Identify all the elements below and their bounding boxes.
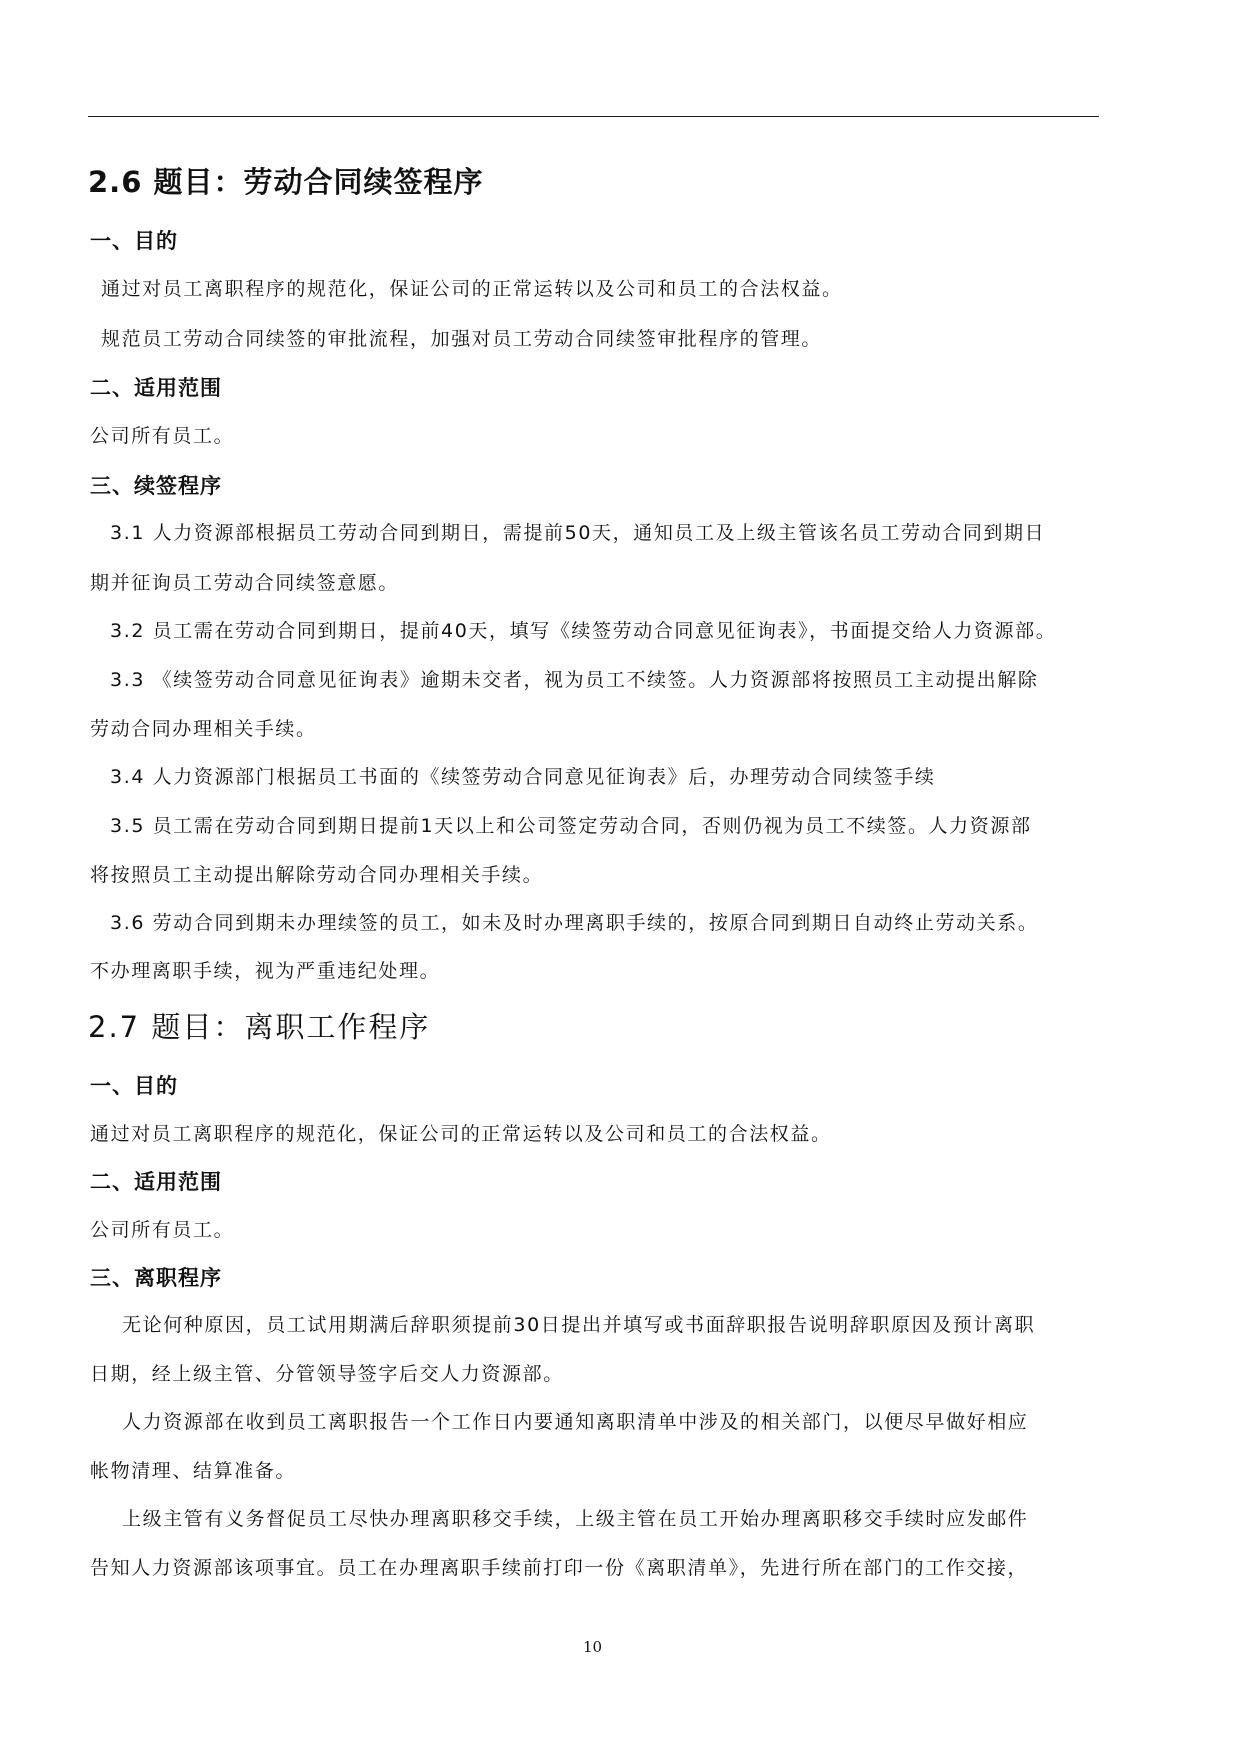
resign-para-3-line-1: 上级主管有义务督促员工尽快办理离职移交手续，上级主管在员工开始办理离职移交手续时应发邮件 — [122, 1508, 1029, 1530]
clause-3-3-line-1: 3.3 《续签劳动合同意见征询表》逾期未交者，视为员工不续签。人力资源部将按照员工主动提出解除 — [110, 669, 1039, 691]
clause-3-3-line-2: 劳动合同办理相关手续。 — [90, 718, 317, 740]
section-2-6-title: 2.6 题目：劳动合同续签程序 — [88, 165, 484, 199]
page-number: 10 — [583, 1638, 603, 1656]
resign-para-1-line-1: 无论何种原因，员工试用期满后辞职须提前30日提出并填写或书面辞职报告说明辞职原因及预计离职 — [122, 1314, 1036, 1336]
section-2-7-purpose-text: 通过对员工离职程序的规范化，保证公司的正常运转以及公司和员工的合法权益。 — [90, 1123, 832, 1145]
section-2-7-scope-heading: 二、适用范围 — [90, 1170, 222, 1194]
clause-3-2: 3.2 员工需在劳动合同到期日，提前40天，填写《续签劳动合同意见征询表》，书面提交给人力资源部。 — [110, 620, 1057, 642]
section-2-7-procedure-heading: 三、离职程序 — [90, 1266, 222, 1290]
clause-3-6-line-2: 不办理离职手续，视为严重违纪处理。 — [90, 960, 441, 982]
section-2-7-purpose-heading: 一、目的 — [90, 1074, 178, 1098]
clause-3-1-line-2: 期并征询员工劳动合同续签意愿。 — [90, 572, 400, 594]
clause-3-5-line-2: 将按照员工主动提出解除劳动合同办理相关手续。 — [90, 864, 544, 886]
clause-3-6-line-1: 3.6 劳动合同到期未办理续签的员工，如未及时办理离职手续的，按原合同到期日自动终止劳动关系。 — [110, 912, 1039, 934]
section-2-6-scope-heading: 二、适用范围 — [90, 376, 222, 400]
section-2-6-purpose-line-2: 规范员工劳动合同续签的审批流程，加强对员工劳动合同续签审批程序的管理。 — [101, 328, 823, 350]
resign-para-2-line-1: 人力资源部在收到员工离职报告一个工作日内要通知离职清单中涉及的相关部门，以便尽早做好相应 — [122, 1411, 1029, 1433]
header-rule — [88, 116, 1099, 117]
resign-para-2-line-2: 帐物清理、结算准备。 — [90, 1460, 297, 1482]
resign-para-1-line-2: 日期，经上级主管、分管领导签字后交人力资源部。 — [90, 1363, 564, 1385]
resign-para-3-line-2: 告知人力资源部该项事宜。员工在办理离职手续前打印一份《离职清单》，先进行所在部门的工作交接， — [90, 1557, 1029, 1579]
section-2-7-scope-text: 公司所有员工。 — [90, 1219, 235, 1241]
clause-3-4: 3.4 人力资源部门根据员工书面的《续签劳动合同意见征询表》后，办理劳动合同续签手续 — [110, 766, 936, 788]
section-2-6-procedure-heading: 三、续签程序 — [90, 474, 222, 498]
section-2-6-purpose-heading: 一、目的 — [90, 229, 178, 253]
section-2-6-purpose-line-1: 通过对员工离职程序的规范化，保证公司的正常运转以及公司和员工的合法权益。 — [101, 278, 843, 300]
clause-3-1-line-1: 3.1 人力资源部根据员工劳动合同到期日，需提前50天，通知员工及上级主管该名员工劳动合同到期日 — [110, 522, 1046, 544]
section-2-6-scope-text: 公司所有员工。 — [90, 425, 235, 447]
section-2-7-title: 2.7 题目：离职工作程序 — [88, 1010, 431, 1044]
clause-3-5-line-1: 3.5 员工需在劳动合同到期日提前1天以上和公司签定劳动合同，否则仍视为员工不续签。人力资源部 — [110, 815, 1032, 837]
